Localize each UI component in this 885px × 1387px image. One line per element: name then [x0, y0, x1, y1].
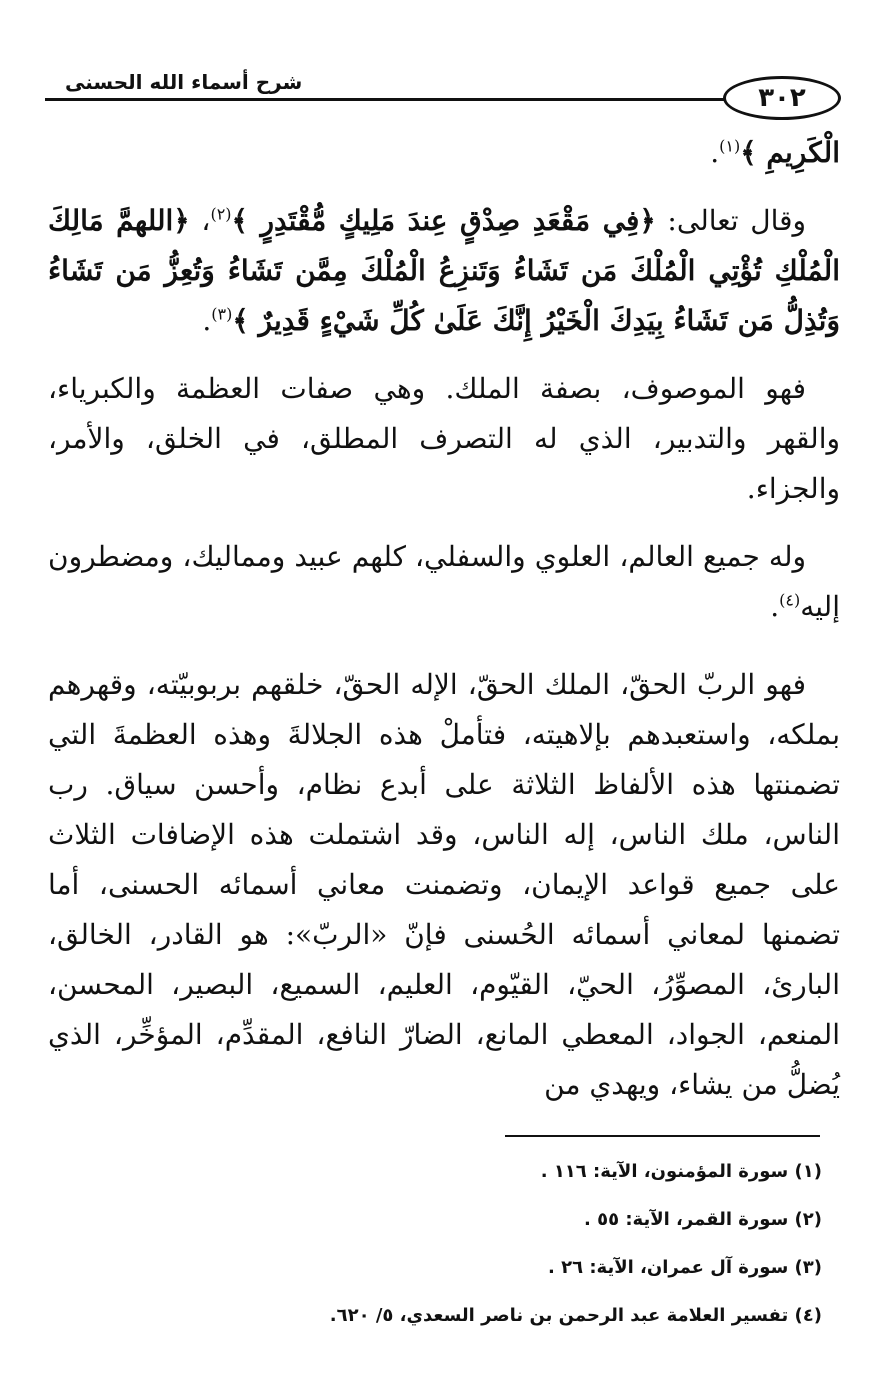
footnote-ref: (٣) [211, 304, 233, 324]
footnote-ref: (٤) [779, 590, 801, 610]
footnote-1: (١) سورة المؤمنون، الآية: ١١٦ . [540, 1161, 822, 1182]
paragraph-3 [48, 532, 840, 632]
paragraph-1 [48, 196, 840, 346]
running-title: شرح أسماء الله الحسنى [65, 70, 303, 94]
punctuation: . [710, 136, 720, 169]
footnote-rule [505, 1135, 820, 1137]
paragraph-text: وله جميع العالم، العلوي والسفلي، كلهم عبيد ومماليك، ومضطرون إليه [48, 540, 840, 623]
paragraph-4: فهو الربّ الحقّ، الملك الحقّ، الإله الحقّ، خلقهم بربوبيّته، وقهرهم بملكه، واستعبدهم بإلاهيته، فتأملْ هذه الجلالةَ وهذه العظمةَ التي تضمنتها هذه الألفاظ الثلاثة على أبدع نظام، وأحسن سياق. رب الناس، ملك الناس، إله الناس، وقد اشتملت هذه الإضافات الثلاث على جميع قواعد الإيمان، وتضمنت معاني أسمائه الحسنى، أما تضمنها لمعاني أسمائه الحُسنى فإنّ «الربّ»: هو القادر، الخالق، البارئ، المصوِّرُ، الحيّ، القيّوم، العليم، السميع، البصير، المحسن، المنعم، الجواد، المعطي المانع، الضارّ النافع، المقدِّم، المؤخِّر، الذي يُضلُّ من يشاء، ويهدي من [48, 668, 841, 1101]
body-text [48, 128, 840, 1110]
page-number-frame [723, 76, 841, 120]
punctuation: . [202, 304, 212, 337]
punctuation: ، [189, 204, 211, 237]
quran-verse: الْكَرِيمِ ﴾ [740, 136, 840, 169]
header-rule [45, 98, 725, 101]
footnote-4: (٤) تفسير العلامة عبد الرحمن بن ناصر السعدي، ٥/ ٦٢٠. [329, 1305, 822, 1326]
quran-verse: ﴿فِي مَقْعَدِ صِدْقٍ عِندَ مَلِيكٍ مُّقْتَدِرٍ ﴾ [231, 204, 656, 237]
paragraph-2: فهو الموصوف، بصفة الملك. وهي صفات العظمة والكبرياء، والقهر والتدبير، الذي له التصرف المطلق، في الخلق، والأمر، والجزاء. [48, 372, 840, 505]
page-number: ٣٠٢ [758, 83, 806, 113]
page-header [35, 60, 835, 120]
footnotes [200, 1148, 822, 1340]
quran-verse: ﴿اللهمَّ مَالِكَ الْمُلْكِ تُؤْتِي الْمُلْكَ مَن تَشَاءُ وَتَنزِعُ الْمُلْكَ مِمَّن تَشَاءُ وَتُعِزُّ مَن تَشَاءُ وَتُذِلُّ مَن تَشَاءُ بِيَدِكَ الْخَيْرُ إِنَّكَ عَلَىٰ كُلِّ شَيْءٍ قَدِيرٌ ﴾ [48, 204, 840, 337]
footnote-2: (٢) سورة القمر، الآية: ٥٥ . [583, 1209, 822, 1230]
paragraph-0 [48, 128, 840, 178]
footnote-ref: (٢) [210, 204, 232, 224]
punctuation: . [770, 590, 780, 623]
paragraph-text: وقال تعالى: [655, 204, 807, 237]
footnote-3: (٣) سورة آل عمران، الآية: ٢٦ . [547, 1257, 822, 1278]
footnote-ref: (١) [719, 136, 741, 156]
